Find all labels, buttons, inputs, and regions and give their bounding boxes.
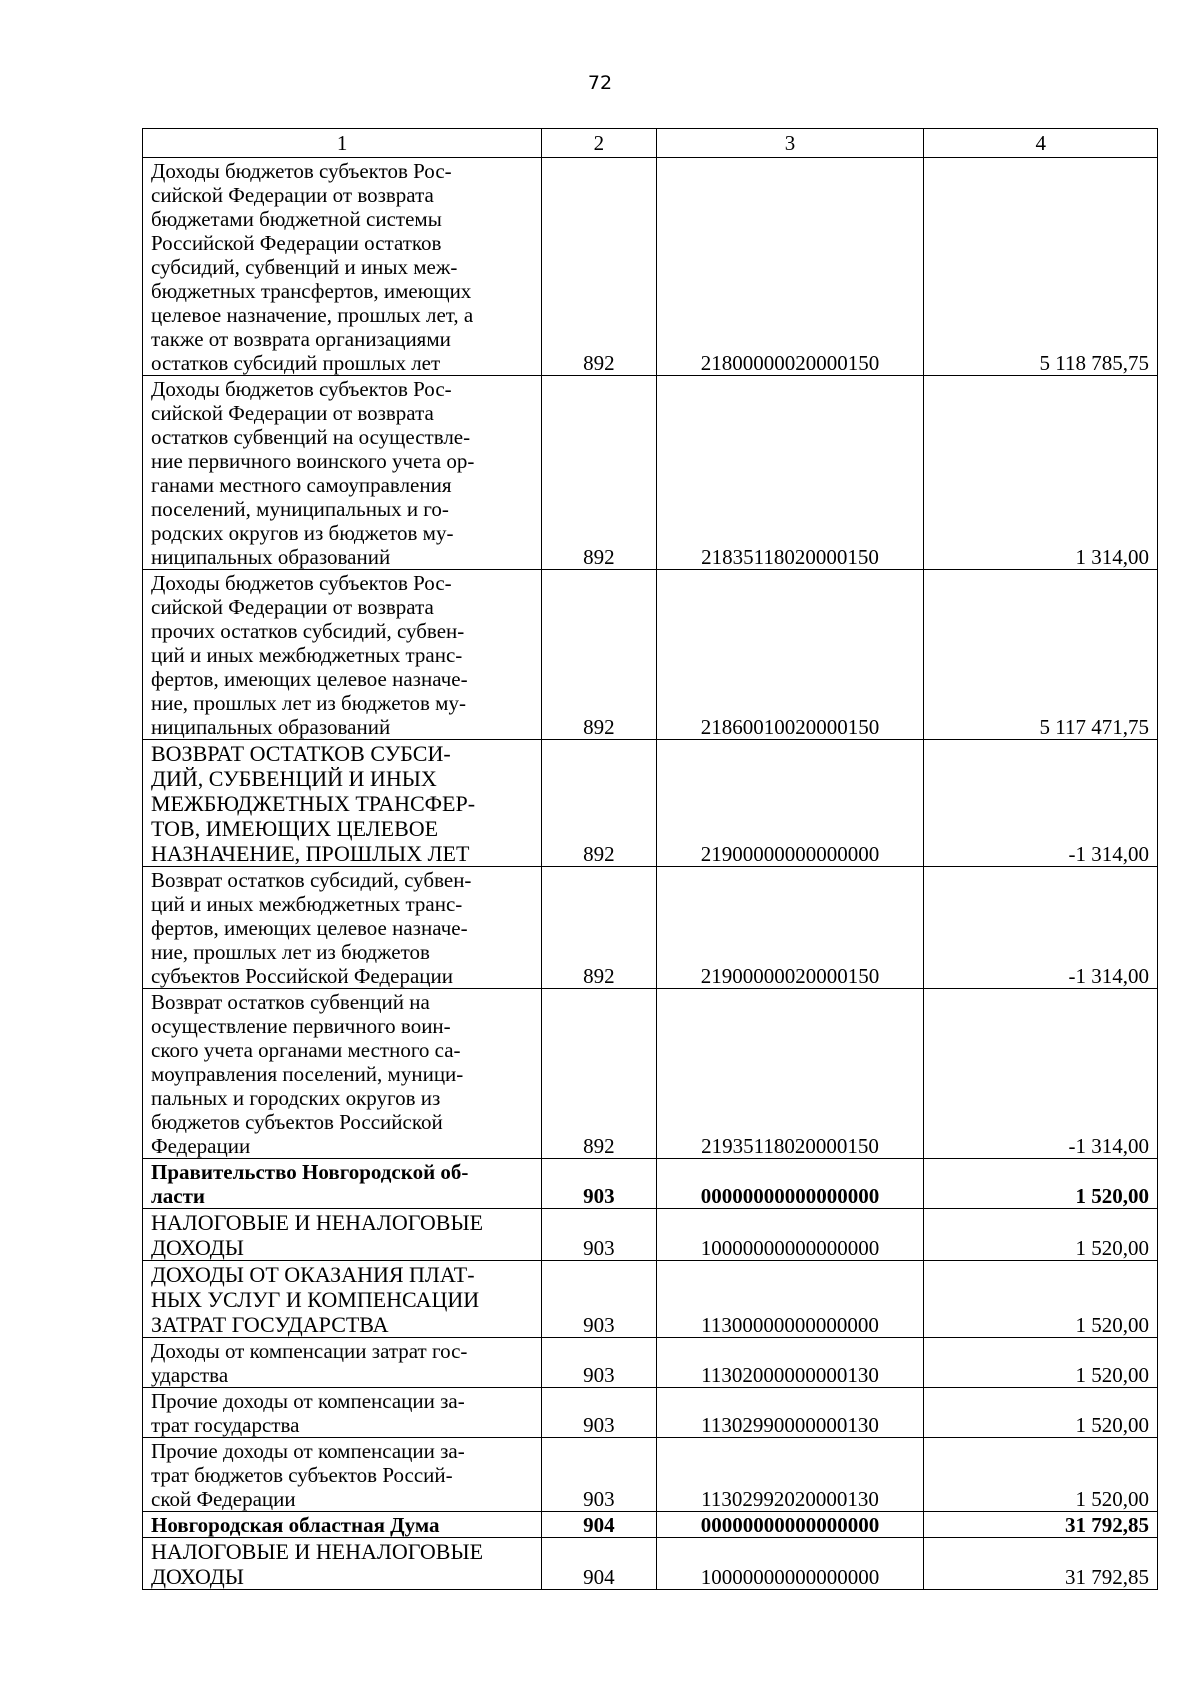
table-row xyxy=(143,1209,1158,1261)
row-description: НАЛОГОВЫЕ И НЕНАЛОГОВЫЕ ДОХОДЫ xyxy=(151,1539,484,1589)
row-description-cell xyxy=(143,1261,542,1338)
row-description-cell xyxy=(143,570,542,740)
revenue-table xyxy=(142,128,1158,1590)
row-amount: -1 314,00 xyxy=(924,989,1158,1159)
row-amount: 1 520,00 xyxy=(924,1338,1158,1388)
row-description: Прочие доходы от компенсации за- трат бюджетов субъектов Россий- ской Федерации xyxy=(151,1439,465,1511)
row-budget-code: 11302992020000130 xyxy=(656,1438,924,1512)
table-row xyxy=(143,1538,1158,1590)
row-description-cell xyxy=(143,1512,542,1538)
row-budget-code: 00000000000000000 xyxy=(656,1512,924,1538)
table-row xyxy=(143,1512,1158,1538)
row-budget-code: 11300000000000000 xyxy=(656,1261,924,1338)
row-budget-code: 21860010020000150 xyxy=(656,570,924,740)
row-budget-code: 10000000000000000 xyxy=(656,1538,924,1590)
row-description: Новгородская областная Дума xyxy=(151,1513,440,1537)
row-amount: 31 792,85 xyxy=(924,1512,1158,1538)
row-budget-code: 21900000020000150 xyxy=(656,867,924,989)
row-description-cell xyxy=(143,1209,542,1261)
table-row xyxy=(143,1338,1158,1388)
row-description-cell xyxy=(143,1338,542,1388)
row-admin-code: 903 xyxy=(542,1209,656,1261)
row-admin-code: 892 xyxy=(542,570,656,740)
row-description: Возврат остатков субсидий, субвен- ций и иных межбюджетных транс- фертов, имеющих целевое назначе- ние, прошлых лет из бюджетов субъектов Российской Федерации xyxy=(151,868,472,988)
row-description-cell xyxy=(143,1538,542,1590)
row-description: ДОХОДЫ ОТ ОКАЗАНИЯ ПЛАТ- НЫХ УСЛУГ И КОМПЕНСАЦИИ ЗАТРАТ ГОСУДАРСТВА xyxy=(151,1262,480,1337)
row-budget-code: 11302000000000130 xyxy=(656,1338,924,1388)
row-description-cell xyxy=(143,376,542,570)
row-description: Правительство Новгородской об- ласти xyxy=(151,1160,469,1208)
row-admin-code: 904 xyxy=(542,1538,656,1590)
row-amount: 1 520,00 xyxy=(924,1209,1158,1261)
row-description-cell xyxy=(143,158,542,376)
row-budget-code: 21935118020000150 xyxy=(656,989,924,1159)
row-amount: -1 314,00 xyxy=(924,867,1158,989)
column-header-2: 2 xyxy=(542,129,656,158)
row-admin-code: 892 xyxy=(542,989,656,1159)
row-description: Доходы бюджетов субъектов Рос- сийской Федерации от возврата бюджетами бюджетной системы Российской Федерации остатков субсидий, субвенций и иных меж- бюджетных трансфертов, имеющих целевое назначение, прошлых лет, а также от возврата организациями остатков субсидий прошлых лет xyxy=(151,159,474,375)
table-row xyxy=(143,867,1158,989)
table-row xyxy=(143,570,1158,740)
row-description-cell xyxy=(143,989,542,1159)
column-header-1: 1 xyxy=(143,129,542,158)
row-budget-code: 21900000000000000 xyxy=(656,740,924,867)
row-amount: 31 792,85 xyxy=(924,1538,1158,1590)
row-description: Доходы от компенсации затрат гос- ударства xyxy=(151,1339,468,1387)
row-admin-code: 904 xyxy=(542,1512,656,1538)
row-description: Доходы бюджетов субъектов Рос- сийской Федерации от возврата остатков субвенций на осуществле- ние первичного воинского учета ор- ганами местного самоуправления поселений, муниципальных и го- родских округов из бюджетов му- ниципальных образований xyxy=(151,377,475,569)
row-description-cell xyxy=(143,867,542,989)
row-budget-code: 21800000020000150 xyxy=(656,158,924,376)
row-amount: 5 117 471,75 xyxy=(924,570,1158,740)
row-budget-code: 10000000000000000 xyxy=(656,1209,924,1261)
row-amount: 1 314,00 xyxy=(924,376,1158,570)
table-row xyxy=(143,989,1158,1159)
row-admin-code: 903 xyxy=(542,1388,656,1438)
table-row xyxy=(143,1159,1158,1209)
row-description-cell xyxy=(143,740,542,867)
row-admin-code: 892 xyxy=(542,740,656,867)
row-amount: 5 118 785,75 xyxy=(924,158,1158,376)
table-body xyxy=(143,129,1158,1590)
row-description: ВОЗВРАТ ОСТАТКОВ СУБСИ- ДИЙ, СУБВЕНЦИЙ И ИНЫХ МЕЖБЮДЖЕТНЫХ ТРАНСФЕР- ТОВ, ИМЕЮЩИХ ЦЕЛЕВОЕ НАЗНАЧЕНИЕ, ПРОШЛЫХ ЛЕТ xyxy=(151,741,476,866)
row-amount: 1 520,00 xyxy=(924,1159,1158,1209)
page-number: 72 xyxy=(587,72,613,94)
table-row xyxy=(143,1438,1158,1512)
row-description-cell xyxy=(143,1159,542,1209)
table-header-row xyxy=(143,129,1158,158)
row-amount: -1 314,00 xyxy=(924,740,1158,867)
row-description: Доходы бюджетов субъектов Рос- сийской Федерации от возврата прочих остатков субсидий, субвен- ций и иных межбюджетных транс- фертов, имеющих целевое назначе- ние, прошлых лет из бюджетов му- ниципальных образований xyxy=(151,571,468,739)
row-description-cell xyxy=(143,1438,542,1512)
row-amount: 1 520,00 xyxy=(924,1261,1158,1338)
row-admin-code: 903 xyxy=(542,1159,656,1209)
row-budget-code: 11302990000000130 xyxy=(656,1388,924,1438)
row-admin-code: 892 xyxy=(542,158,656,376)
row-admin-code: 892 xyxy=(542,867,656,989)
row-description: НАЛОГОВЫЕ И НЕНАЛОГОВЫЕ ДОХОДЫ xyxy=(151,1210,484,1260)
column-header-4: 4 xyxy=(924,129,1158,158)
row-amount: 1 520,00 xyxy=(924,1388,1158,1438)
row-admin-code: 903 xyxy=(542,1438,656,1512)
table-row xyxy=(143,1388,1158,1438)
table-row xyxy=(143,158,1158,376)
row-admin-code: 903 xyxy=(542,1261,656,1338)
column-header-3: 3 xyxy=(656,129,924,158)
table-row xyxy=(143,376,1158,570)
row-budget-code: 00000000000000000 xyxy=(656,1159,924,1209)
table-row xyxy=(143,740,1158,867)
table-row xyxy=(143,1261,1158,1338)
row-budget-code: 21835118020000150 xyxy=(656,376,924,570)
row-admin-code: 903 xyxy=(542,1338,656,1388)
row-admin-code: 892 xyxy=(542,376,656,570)
row-description: Прочие доходы от компенсации за- трат государства xyxy=(151,1389,465,1437)
row-description-cell xyxy=(143,1388,542,1438)
row-amount: 1 520,00 xyxy=(924,1438,1158,1512)
row-description: Возврат остатков субвенций на осуществление первичного воин- ского учета органами местного са- моуправления поселений, муници- пальных и городских округов из бюджетов субъектов Российской Федерации xyxy=(151,990,464,1158)
